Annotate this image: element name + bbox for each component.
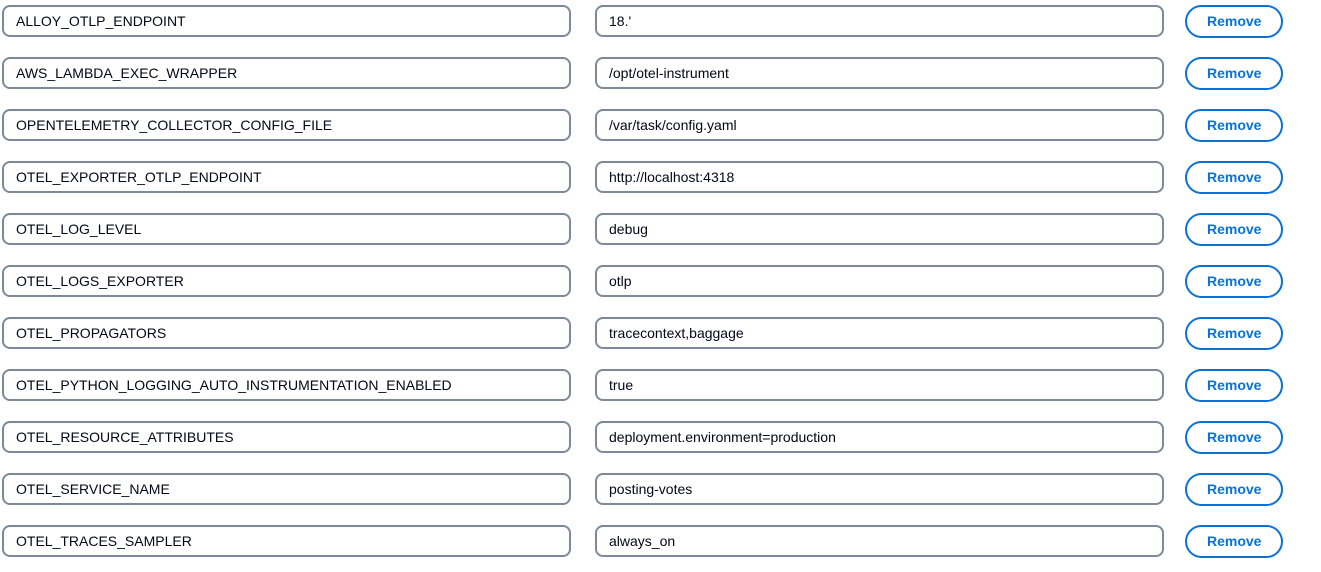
remove-button[interactable]: Remove bbox=[1185, 369, 1283, 402]
env-var-value-input[interactable] bbox=[595, 57, 1164, 89]
env-var-key-input[interactable] bbox=[2, 109, 571, 141]
env-var-row bbox=[2, 525, 1321, 557]
env-var-key-input[interactable] bbox=[2, 317, 571, 349]
env-var-key-input[interactable] bbox=[2, 525, 571, 557]
remove-button[interactable]: Remove bbox=[1185, 473, 1283, 506]
env-var-value-input[interactable] bbox=[595, 369, 1164, 401]
remove-button[interactable]: Remove bbox=[1185, 317, 1283, 350]
env-var-row bbox=[2, 317, 1321, 349]
env-var-value-input[interactable] bbox=[595, 265, 1164, 297]
env-var-row bbox=[2, 213, 1321, 245]
remove-button[interactable]: Remove bbox=[1185, 109, 1283, 142]
env-var-key-input[interactable] bbox=[2, 369, 571, 401]
env-var-key-input[interactable] bbox=[2, 421, 571, 453]
env-var-row bbox=[2, 473, 1321, 505]
remove-button[interactable]: Remove bbox=[1185, 57, 1283, 90]
remove-button[interactable]: Remove bbox=[1185, 265, 1283, 298]
env-var-row bbox=[2, 57, 1321, 89]
env-var-key-input[interactable] bbox=[2, 5, 571, 37]
env-var-row bbox=[2, 421, 1321, 453]
env-var-value-input[interactable] bbox=[595, 213, 1164, 245]
env-var-row bbox=[2, 369, 1321, 401]
remove-button[interactable]: Remove bbox=[1185, 213, 1283, 246]
env-var-value-input[interactable] bbox=[595, 421, 1164, 453]
env-var-row bbox=[2, 109, 1321, 141]
remove-button[interactable]: Remove bbox=[1185, 525, 1283, 558]
env-var-row bbox=[2, 5, 1321, 37]
env-var-rows bbox=[2, 5, 1321, 557]
env-var-row bbox=[2, 161, 1321, 193]
env-var-value-input[interactable] bbox=[595, 525, 1164, 557]
remove-button[interactable]: Remove bbox=[1185, 5, 1283, 38]
env-var-value-input[interactable] bbox=[595, 317, 1164, 349]
env-var-key-input[interactable] bbox=[2, 161, 571, 193]
env-var-value-input[interactable] bbox=[595, 161, 1164, 193]
remove-button[interactable]: Remove bbox=[1185, 421, 1283, 454]
env-var-value-input[interactable] bbox=[595, 5, 1164, 37]
env-var-row bbox=[2, 265, 1321, 297]
env-var-value-input[interactable] bbox=[595, 109, 1164, 141]
remove-button[interactable]: Remove bbox=[1185, 161, 1283, 194]
env-var-key-input[interactable] bbox=[2, 473, 571, 505]
env-var-key-input[interactable] bbox=[2, 265, 571, 297]
env-var-key-input[interactable] bbox=[2, 213, 571, 245]
env-var-value-input[interactable] bbox=[595, 473, 1164, 505]
env-var-key-input[interactable] bbox=[2, 57, 571, 89]
